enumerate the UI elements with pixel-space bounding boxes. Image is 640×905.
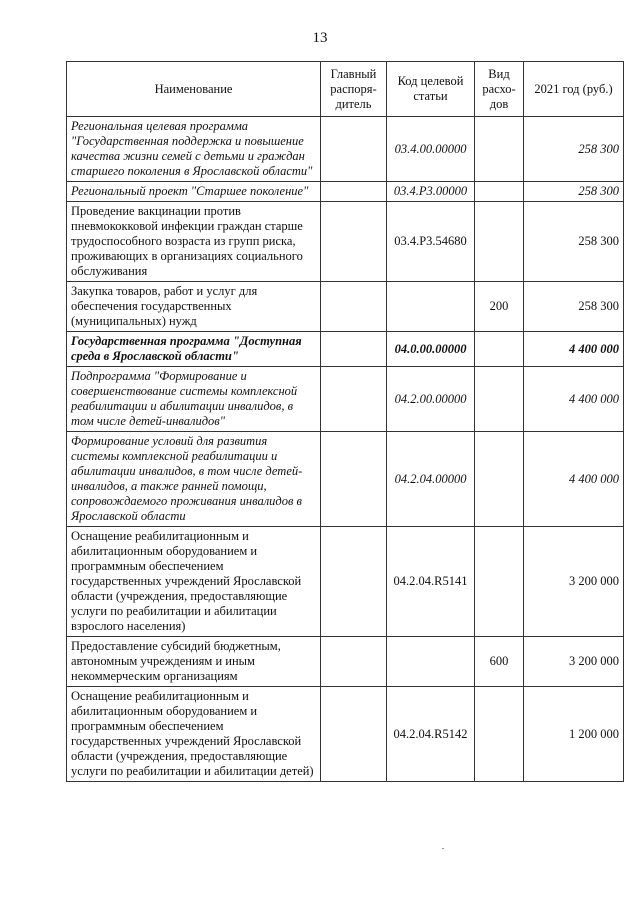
row-amount: 4 400 000 — [524, 332, 624, 367]
table-row — [67, 687, 624, 782]
row-amount: 4 400 000 — [524, 432, 624, 527]
row-name: Подпрограмма "Формирование и совершенствование системы комплексной реабилитации и абилитации инвалидов, в том числе детей-инвалидов" — [67, 367, 321, 432]
row-code — [387, 637, 475, 687]
header-amount: 2021 год (руб.) — [524, 62, 624, 117]
row-main-admin — [321, 367, 387, 432]
header-expense-type: Вид расхо-дов — [475, 62, 524, 117]
row-amount: 258 300 — [524, 117, 624, 182]
row-main-admin — [321, 282, 387, 332]
table-row — [67, 637, 624, 687]
row-code: 04.2.04.R5141 — [387, 527, 475, 637]
table-row — [67, 367, 624, 432]
table-row — [67, 432, 624, 527]
row-type — [475, 182, 524, 202]
row-amount: 3 200 000 — [524, 637, 624, 687]
row-name: Государственная программа "Доступная среда в Ярославской области" — [67, 332, 321, 367]
row-name: Оснащение реабилитационным и абилитационным оборудованием и программным обеспечением государственных учреждений Ярославской области (учреждения, предоставляющие услуги по реабилитации и абилитации детей) — [67, 687, 321, 782]
row-code: 04.2.04.00000 — [387, 432, 475, 527]
row-amount: 258 300 — [524, 282, 624, 332]
row-code: 04.0.00.00000 — [387, 332, 475, 367]
table-row — [67, 182, 624, 202]
row-main-admin — [321, 202, 387, 282]
table-row — [67, 202, 624, 282]
budget-table — [66, 61, 624, 782]
row-amount: 258 300 — [524, 182, 624, 202]
row-main-admin — [321, 332, 387, 367]
row-main-admin — [321, 182, 387, 202]
header-name: Наименование — [67, 62, 321, 117]
row-type — [475, 687, 524, 782]
row-name: Региональная целевая программа "Государственная поддержка и повышение качества жизни семей с детьми и граждан старшего поколения в Ярославской области" — [67, 117, 321, 182]
scan-speck — [442, 848, 444, 849]
row-code: 04.2.04.R5142 — [387, 687, 475, 782]
row-main-admin — [321, 687, 387, 782]
row-main-admin — [321, 637, 387, 687]
row-code: 03.4.P3.00000 — [387, 182, 475, 202]
row-type: 200 — [475, 282, 524, 332]
row-name: Региональный проект "Старшее поколение" — [67, 182, 321, 202]
row-code — [387, 282, 475, 332]
row-type — [475, 527, 524, 637]
row-type — [475, 432, 524, 527]
row-name: Проведение вакцинации против пневмококковой инфекции граждан старше трудоспособного возраста из групп риска, проживающих в организациях социального обслуживания — [67, 202, 321, 282]
row-name: Формирование условий для развития системы комплексной реабилитации и абилитации инвалидов, в том числе детей-инвалидов, а также ранней помощи, сопровождаемого проживания инвалидов в Ярославской области — [67, 432, 321, 527]
row-main-admin — [321, 432, 387, 527]
row-name: Предоставление субсидий бюджетным, автономным учреждениям и иным некоммерческим организациям — [67, 637, 321, 687]
table-row — [67, 332, 624, 367]
row-type — [475, 202, 524, 282]
row-code: 03.4.P3.54680 — [387, 202, 475, 282]
row-amount: 3 200 000 — [524, 527, 624, 637]
row-amount: 4 400 000 — [524, 367, 624, 432]
row-type — [475, 332, 524, 367]
row-name: Оснащение реабилитационным и абилитационным оборудованием и программным обеспечением государственных учреждений Ярославской области (учреждения, предоставляющие услуги по реабилитации и абилитации взрослого населения) — [67, 527, 321, 637]
table-row — [67, 282, 624, 332]
page-number: 13 — [312, 30, 328, 46]
row-main-admin — [321, 117, 387, 182]
row-main-admin — [321, 527, 387, 637]
row-name: Закупка товаров, работ и услуг для обеспечения государственных (муниципальных) нужд — [67, 282, 321, 332]
row-type: 600 — [475, 637, 524, 687]
table-row — [67, 117, 624, 182]
row-code: 03.4.00.00000 — [387, 117, 475, 182]
table-row — [67, 527, 624, 637]
row-type — [475, 117, 524, 182]
header-target-code: Код целевой статьи — [387, 62, 475, 117]
row-type — [475, 367, 524, 432]
row-amount: 258 300 — [524, 202, 624, 282]
header-main-admin: Главный распоря-дитель — [321, 62, 387, 117]
table-header-row — [67, 62, 624, 117]
row-code: 04.2.00.00000 — [387, 367, 475, 432]
row-amount: 1 200 000 — [524, 687, 624, 782]
